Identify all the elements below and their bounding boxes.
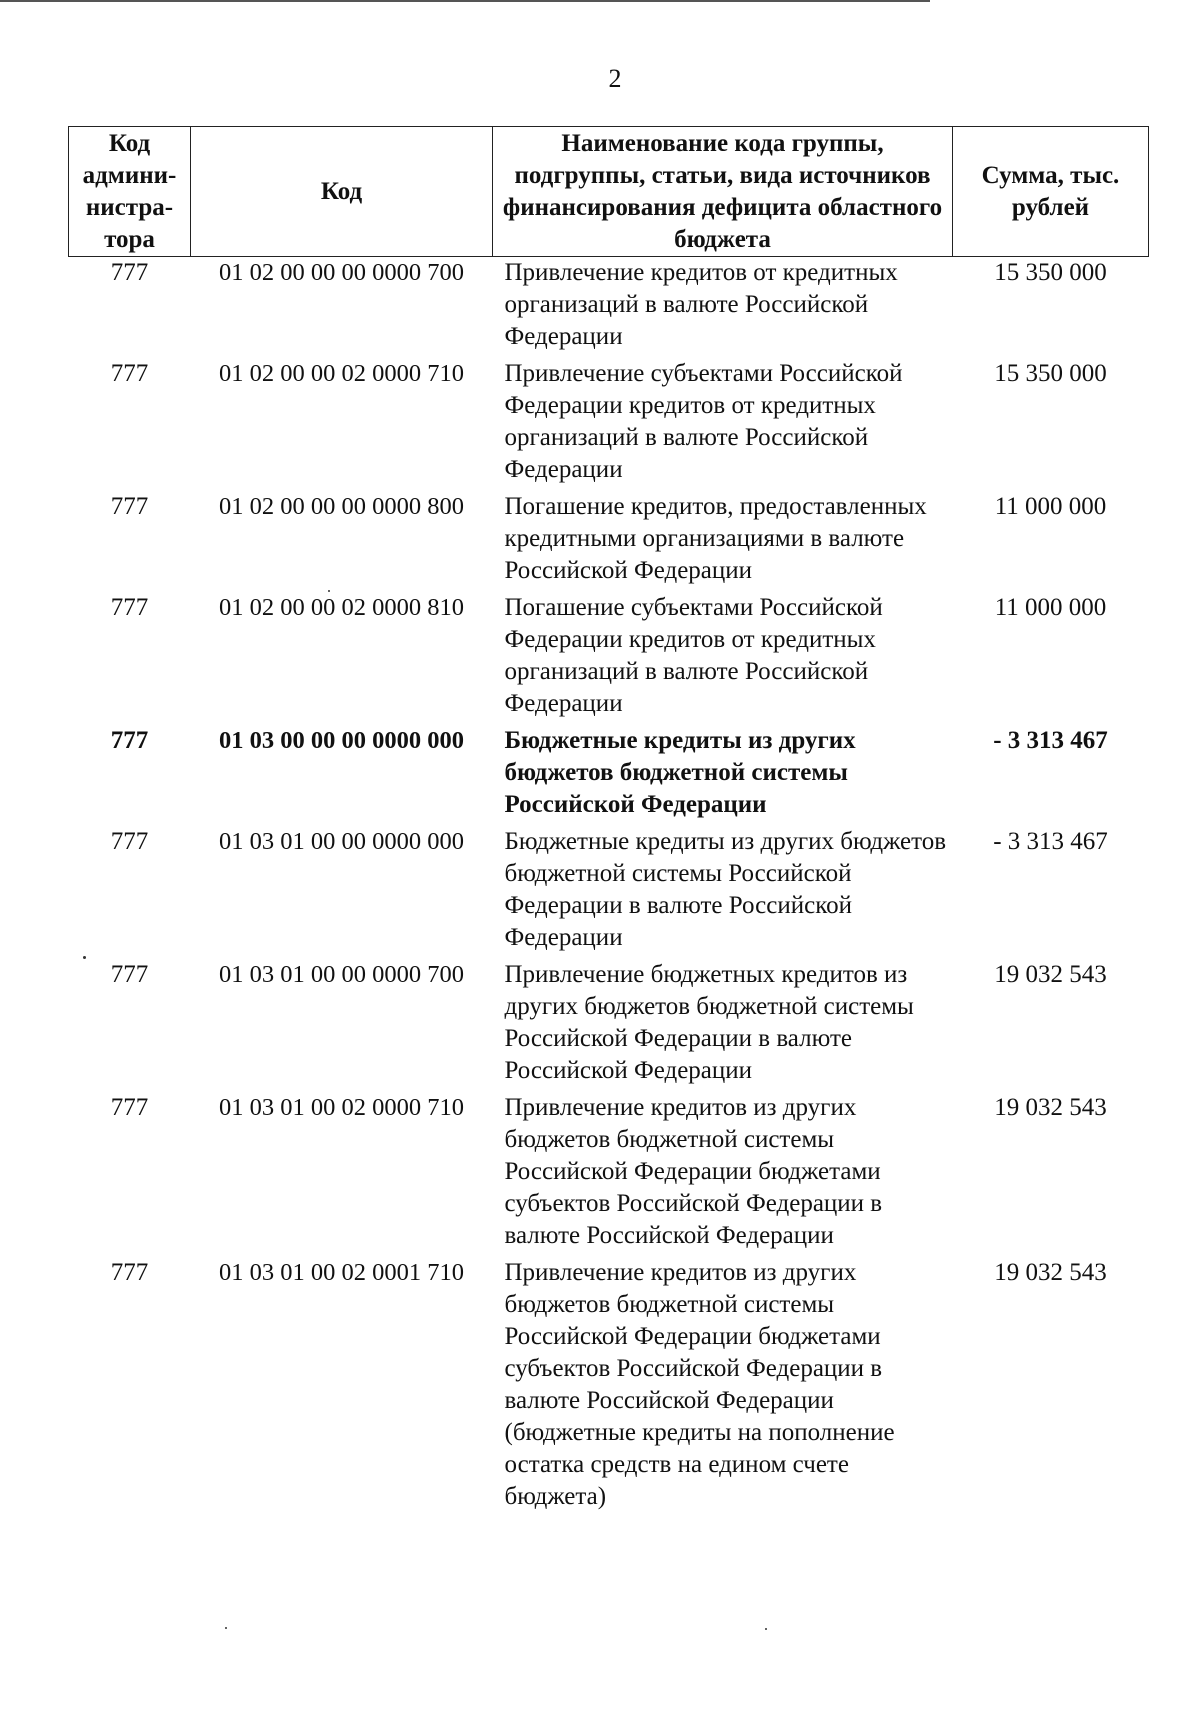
row-sum: 11 000 000 [994, 594, 1107, 621]
row-code: 01 03 01 00 02 0001 710 [219, 1259, 464, 1286]
financing-sources-table [68, 126, 1149, 1518]
scan-speck [225, 1627, 227, 1629]
row-admin-code: 777 [110, 961, 149, 988]
header-code: Код [191, 127, 493, 257]
table-header-row [69, 127, 1149, 257]
row-name: Привлечение бюджетных кредитов из других бюджетов бюджетной системы Российской Федерации в валюте Российской Федерации [504, 961, 914, 1084]
table-row [69, 491, 1149, 592]
row-sum: - 3 313 467 [993, 727, 1108, 754]
header-sum: Сумма, тыс. рублей [953, 127, 1149, 257]
row-code: 01 02 00 00 02 0000 710 [219, 360, 464, 387]
table-row [69, 959, 1149, 1092]
row-sum: 15 350 000 [994, 259, 1107, 286]
scan-speck [765, 1628, 767, 1630]
row-admin-code: 777 [110, 828, 149, 855]
row-admin-code: 777 [110, 1259, 149, 1286]
page-number: 2 [608, 64, 622, 93]
row-code: 01 02 00 00 02 0000 810 [219, 594, 464, 621]
row-sum: - 3 313 467 [993, 828, 1108, 855]
table-row [69, 725, 1149, 826]
table-body [69, 257, 1149, 1519]
header-admin-code: Код админи- нистра- тора [69, 127, 191, 257]
row-admin-code: 777 [110, 594, 149, 621]
table-row [69, 257, 1149, 359]
table-row [69, 358, 1149, 491]
row-code: 01 03 00 00 00 0000 000 [219, 727, 464, 754]
header-name: Наименование кода группы, подгруппы, статьи, вида источников финансирования дефицита областного бюджета [493, 127, 953, 257]
row-name: Привлечение кредитов из других бюджетов бюджетной системы Российской Федерации бюджетами субъектов Российской Федерации в валюте Российской Федерации [504, 1094, 883, 1249]
row-name: Привлечение субъектами Российской Федерации кредитов от кредитных организаций в валюте Российской Федерации [504, 360, 903, 483]
row-sum: 19 032 543 [994, 1259, 1107, 1286]
row-code: 01 03 01 00 00 0000 700 [219, 961, 464, 988]
scan-speck [328, 590, 330, 592]
row-code: 01 03 01 00 00 0000 000 [219, 828, 464, 855]
row-code: 01 03 01 00 02 0000 710 [219, 1094, 464, 1121]
row-sum: 15 350 000 [994, 360, 1107, 387]
table-row [69, 1092, 1149, 1257]
row-name: Бюджетные кредиты из других бюджетов бюджетной системы Российской Федерации [504, 727, 856, 818]
row-name: Погашение субъектами Российской Федерации кредитов от кредитных организаций в валюте Российской Федерации [504, 594, 883, 717]
row-name: Привлечение кредитов из других бюджетов бюджетной системы Российской Федерации бюджетами субъектов Российской Федерации в валюте Российской Федерации (бюджетные кредиты на пополнение остатка средств на едином счете бюджета) [504, 1259, 895, 1510]
row-name: Погашение кредитов, предоставленных кредитными организациями в валюте Российской Федерации [504, 493, 927, 584]
row-admin-code: 777 [110, 1094, 149, 1121]
scan-speck [83, 956, 86, 959]
row-admin-code: 777 [110, 727, 149, 754]
top-border-line [0, 0, 930, 2]
row-name: Бюджетные кредиты из других бюджетов бюджетной системы Российской Федерации в валюте Российской Федерации [504, 828, 947, 951]
row-admin-code: 777 [110, 259, 149, 286]
table-row [69, 1257, 1149, 1518]
row-sum: 19 032 543 [994, 1094, 1107, 1121]
row-code: 01 02 00 00 00 0000 700 [219, 259, 464, 286]
row-name: Привлечение кредитов от кредитных организаций в валюте Российской Федерации [504, 259, 898, 350]
table-row [69, 592, 1149, 725]
row-sum: 11 000 000 [994, 493, 1107, 520]
row-admin-code: 777 [110, 360, 149, 387]
table-row [69, 826, 1149, 959]
row-sum: 19 032 543 [994, 961, 1107, 988]
row-admin-code: 777 [110, 493, 149, 520]
row-code: 01 02 00 00 00 0000 800 [219, 493, 464, 520]
